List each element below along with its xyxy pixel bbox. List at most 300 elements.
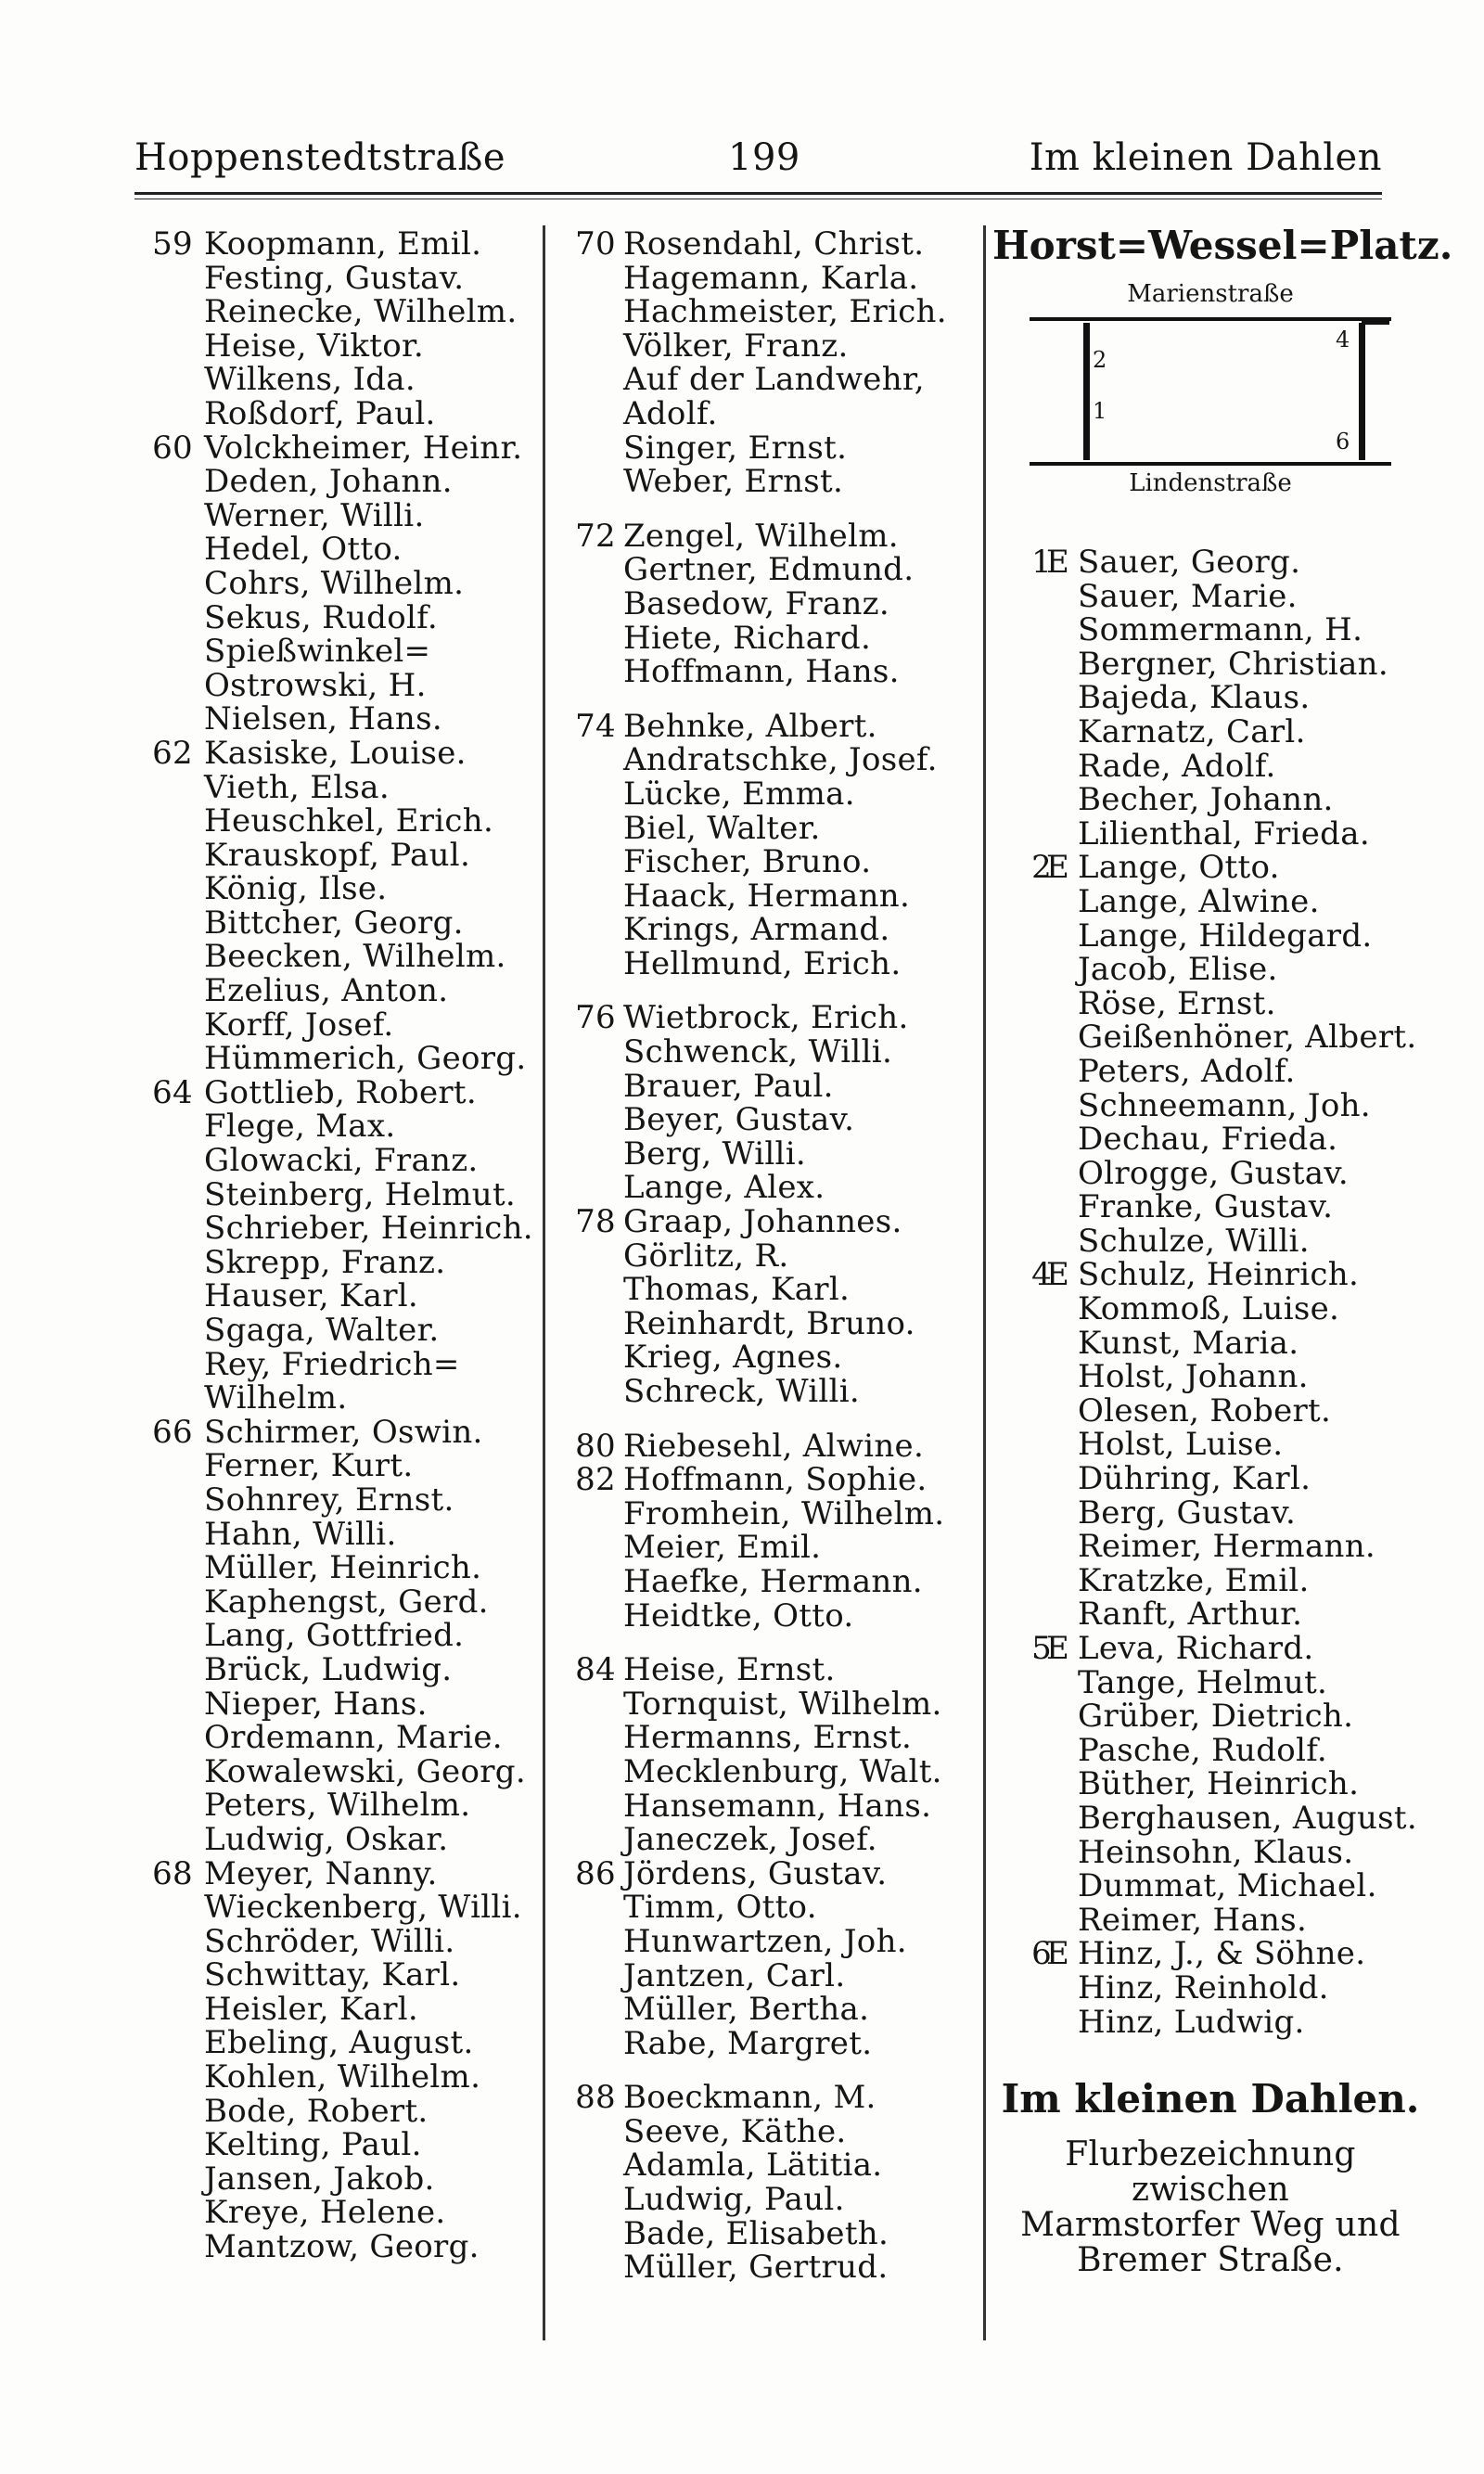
resident-name [204, 329, 424, 364]
resident-entry [204, 259, 538, 297]
resident-entry [1046, 747, 1428, 785]
resident-name-text: Bode, Robert. [204, 2092, 429, 2130]
resident-entry [623, 259, 980, 297]
resident-name-text: Karnatz, Carl. [1078, 712, 1306, 750]
resident-name [1046, 783, 1334, 817]
resident-name [1046, 1597, 1302, 1632]
resident-name-text: Heisler, Karl. [204, 1990, 419, 2028]
resident-entry [204, 2196, 538, 2230]
resident-name-text: Zengel, Wilhelm. [623, 517, 899, 555]
resident-name-text: Kowalewski, Georg. [204, 1752, 526, 1790]
resident-name-text: Schwittay, Karl. [204, 1956, 461, 1994]
house-entry [575, 1854, 980, 1892]
resident-name-text: Gottlieb, Robert. [204, 1073, 477, 1111]
resident-entry [1046, 882, 1428, 920]
resident-name [204, 1279, 418, 1314]
resident-entry [623, 1103, 980, 1137]
resident-entry [623, 363, 980, 397]
column-1 [152, 225, 538, 2266]
resident-name [1046, 1020, 1416, 1055]
resident-entry [204, 2026, 538, 2060]
resident-name [204, 1891, 522, 1925]
resident-name [204, 702, 442, 737]
resident-entry [204, 1515, 538, 1553]
resident-name [204, 635, 430, 669]
resident-name [204, 906, 464, 941]
resident-entry [204, 1990, 538, 2028]
house-entry [575, 1461, 980, 1499]
resident-name [204, 227, 481, 262]
street-label-lindenstrasse: Lindenstraße [1129, 469, 1292, 497]
resident-name [623, 584, 889, 622]
resident-entry [623, 2024, 980, 2062]
resident-name-text: Timm, Otto. [623, 1889, 817, 1927]
resident-name [1046, 1699, 1353, 1734]
resident-entry [1046, 577, 1428, 615]
resident-name [623, 1993, 869, 2027]
house-entry [1031, 1630, 1428, 1667]
plot-label: 4 [1336, 327, 1350, 353]
resident-entry [204, 1381, 538, 1416]
resident-name [623, 1562, 923, 1600]
house-entry [152, 734, 538, 772]
resident-name-text: Müller, Bertha. [623, 1991, 870, 2029]
resident-name [623, 2214, 889, 2252]
resident-entry [1046, 1767, 1428, 1801]
resident-entry [204, 872, 538, 906]
resident-name-text: Olesen, Robert. [1078, 1391, 1332, 1429]
resident-name [204, 1721, 503, 1755]
resident-name-text: Hinz, Reinhold. [1078, 1968, 1329, 2006]
resident-name-text: Hagemann, Karla. [623, 259, 919, 297]
resident-entry [623, 1789, 980, 1824]
resident-name [623, 1531, 821, 1565]
resident-entry [623, 1171, 980, 1205]
resident-name [204, 564, 465, 602]
resident-name [1046, 814, 1370, 852]
resident-name-text: Festing, Gustav. [204, 259, 465, 297]
resident-name [204, 1345, 460, 1383]
resident-name-text: Ferner, Kurt. [204, 1447, 414, 1485]
resident-entry [204, 1449, 538, 1483]
resident-name-text: Kaphengst, Gerd. [204, 1583, 489, 1621]
resident-name-text: Mecklenburg, Walt. [623, 1752, 942, 1790]
resident-name-text: Müller, Heinrich. [204, 1549, 482, 1587]
resident-entry [204, 635, 538, 669]
resident-entry [623, 1304, 980, 1342]
resident-name [623, 1823, 877, 1857]
sketch-bottom-line [1030, 462, 1391, 466]
resident-name [204, 1314, 439, 1348]
resident-entry [1046, 1597, 1428, 1632]
resident-entry [623, 1721, 980, 1755]
square-sketch [1030, 310, 1391, 468]
resident-name [204, 363, 416, 397]
house-number: 64 [152, 1073, 193, 1111]
resident-name [204, 1073, 477, 1111]
house-number: 80 [575, 1427, 616, 1465]
resident-name-text: Dechau, Frieda. [1078, 1121, 1338, 1159]
resident-entry [204, 1922, 538, 1960]
resident-name [204, 1687, 428, 1722]
description-line: Marmstorfer Weg und [1020, 2206, 1401, 2245]
resident-name-text: Tornquist, Wilhelm. [623, 1685, 942, 1723]
resident-entry [623, 655, 980, 689]
resident-entry [1046, 1154, 1428, 1192]
entry-gap [623, 981, 980, 1001]
resident-entry [623, 295, 980, 329]
resident-name-text: Kelting, Paul. [204, 2126, 422, 2164]
house-number: 1 [1031, 544, 1052, 581]
resident-name [204, 1650, 453, 1688]
resident-name [204, 1619, 464, 1653]
resident-name-text: Hinz, Ludwig. [1078, 2003, 1305, 2041]
house-entry [152, 429, 538, 467]
resident-name [204, 1175, 517, 1213]
resident-name [1046, 1462, 1311, 1496]
resident-name-text: Lange, Alex. [623, 1169, 825, 1207]
resident-name-text: Heinsohn, Klaus. [1078, 1833, 1354, 1871]
house-number: 60 [152, 429, 193, 467]
resident-name [204, 259, 465, 297]
resident-name [1046, 1530, 1375, 1564]
resident-name [204, 1109, 395, 1144]
resident-name-text: Holst, Johann. [1078, 1358, 1309, 1396]
resident-name [204, 2128, 422, 2162]
resident-name [1046, 613, 1362, 647]
resident-name [204, 295, 517, 329]
resident-name-text: Olrogge, Gustav. [1078, 1154, 1349, 1192]
resident-entry [623, 1273, 980, 1307]
resident-name [204, 2060, 480, 2095]
entry-gap [623, 1633, 980, 1653]
resident-entry [204, 1958, 538, 1993]
resident-name [623, 1494, 945, 1532]
resident-name [623, 1067, 834, 1105]
resident-name-text: Roßdorf, Paul. [204, 394, 436, 432]
house-number: 4 [1031, 1256, 1052, 1294]
resident-entry [204, 1109, 538, 1144]
resident-entry [204, 598, 538, 636]
resident-name-text: Kreye, Helene. [204, 2194, 446, 2232]
resident-entry [1046, 1086, 1428, 1124]
resident-entry [204, 1042, 538, 1076]
resident-entry [623, 1239, 980, 1274]
resident-entry [1046, 1428, 1428, 1462]
resident-entry [623, 1922, 980, 1960]
resident-name [204, 532, 403, 567]
resident-entry [623, 809, 980, 847]
resident-name-text: Schulze, Willi. [1078, 1222, 1310, 1260]
resident-name [623, 743, 938, 777]
resident-name-text: Hoffmann, Sophie. [623, 1461, 928, 1499]
resident-name [1046, 577, 1298, 615]
resident-name [623, 944, 902, 982]
resident-entry [1046, 783, 1428, 817]
resident-name-text: Bittcher, Georg. [204, 904, 464, 942]
house-number: 88 [575, 2079, 616, 2117]
resident-name [1046, 1052, 1296, 1090]
resident-name-text: Reimer, Hermann. [1078, 1528, 1376, 1566]
description-line: Flurbezeichnung zwischen [1065, 2135, 1356, 2210]
house-entry [575, 999, 980, 1037]
resident-name [623, 2024, 873, 2062]
resident-name [204, 1854, 438, 1892]
resident-entry [1046, 1020, 1428, 1055]
resident-name [204, 1381, 347, 1416]
house-entry [1031, 1256, 1428, 1294]
resident-name-text: Sgaga, Walter. [204, 1312, 440, 1349]
resident-name-text: Ordemann, Marie. [204, 1719, 503, 1757]
resident-name-text: Hoffmann, Hans. [623, 653, 900, 691]
resident-name-text: Krauskopf, Paul. [204, 836, 471, 874]
resident-name-text: Seeve, Käthe. [623, 2112, 847, 2150]
resident-entry [204, 1211, 538, 1246]
resident-name [204, 768, 390, 806]
resident-name [1046, 1224, 1310, 1259]
resident-entry [623, 1531, 980, 1565]
resident-name-text: Bajeda, Klaus. [1078, 679, 1311, 717]
resident-entry [623, 879, 980, 914]
resident-name-text: Hahn, Willi. [204, 1515, 397, 1553]
resident-name-text: Grüber, Dietrich. [1078, 1698, 1354, 1736]
resident-name [1046, 1632, 1314, 1666]
resident-entry [623, 1596, 980, 1634]
resident-name-text: Hümmerich, Georg. [204, 1040, 527, 1078]
resident-name [204, 836, 471, 874]
house-entry [575, 707, 980, 745]
resident-entry [623, 584, 980, 622]
description-line: Bremer Straße. [1077, 2241, 1344, 2280]
resident-name [623, 1239, 789, 1274]
resident-name-text: Haefke, Hermann. [623, 1562, 923, 1600]
resident-name [1046, 1258, 1359, 1292]
resident-name [623, 465, 843, 499]
resident-name [623, 1463, 928, 1497]
resident-name-text: Nielsen, Hans. [204, 700, 442, 738]
resident-name-text: Graap, Johannes. [623, 1203, 902, 1241]
resident-name-text: Dummat, Michael. [1078, 1867, 1377, 1905]
entry-gap [623, 2060, 980, 2081]
resident-name [204, 1413, 483, 1451]
resident-entry [204, 1243, 538, 1281]
house-number: 82 [575, 1461, 616, 1499]
resident-name [623, 227, 924, 262]
resident-name-text: Hiete, Richard. [623, 619, 872, 657]
resident-entry [204, 329, 538, 364]
resident-name-text: Lilienthal, Frieda. [1078, 814, 1370, 852]
resident-entry [1046, 1190, 1428, 1224]
resident-entry [623, 1956, 980, 1994]
resident-name [623, 1103, 854, 1137]
running-head-left: Hoppenstedtstraße [134, 136, 506, 179]
resident-name [204, 496, 425, 534]
resident-name-text: Bergner, Christian. [1078, 645, 1388, 683]
resident-name-text: Kunst, Maria. [1078, 1324, 1299, 1362]
resident-entry [204, 363, 538, 397]
resident-name [1046, 1086, 1371, 1124]
section-description [992, 2137, 1428, 2278]
resident-name [623, 1001, 909, 1035]
resident-name-text: Leva, Richard. [1078, 1630, 1314, 1667]
resident-entry [204, 906, 538, 941]
resident-name [1046, 919, 1373, 954]
resident-name-text: Schirmer, Oswin. [204, 1413, 483, 1451]
resident-name-text: Vieth, Elsa. [204, 768, 390, 806]
resident-name [623, 777, 855, 812]
resident-entry [204, 2092, 538, 2130]
resident-entry [204, 1483, 538, 1518]
resident-entry [1046, 1901, 1428, 1939]
resident-entry [1046, 1833, 1428, 1871]
resident-name-text: Röse, Ernst. [1078, 984, 1276, 1022]
resident-name-text: Kratzke, Emil. [1078, 1561, 1310, 1599]
resident-name-text: Steinberg, Helmut. [204, 1175, 517, 1213]
resident-name-text: Hansemann, Hans. [623, 1787, 932, 1825]
resident-name-text: Ostrowski, H. [204, 666, 427, 704]
resident-name [204, 1449, 413, 1483]
resident-entry [1046, 984, 1428, 1022]
resident-name-text: Rabe, Margret. [623, 2024, 873, 2062]
resident-name-text: Sekus, Rudolf. [204, 598, 438, 636]
resident-name-text: Beecken, Wilhelm. [204, 938, 506, 976]
resident-name-text: Boeckmann, M. [623, 2079, 876, 2117]
header-rule [134, 192, 1382, 195]
resident-name [623, 1752, 942, 1790]
resident-entry [204, 532, 538, 567]
resident-name [623, 1171, 825, 1205]
resident-entry [204, 768, 538, 806]
column-3 [992, 223, 1453, 2280]
resident-name-text: Berg, Willi. [623, 1134, 806, 1173]
page-number: 199 [728, 136, 800, 179]
resident-name [204, 1211, 533, 1246]
resident-name-text: Müller, Gertrud. [623, 2249, 889, 2287]
entry-gap [623, 499, 980, 519]
resident-name [204, 974, 448, 1008]
resident-name [204, 734, 467, 772]
resident-name-text: Schulz, Heinrich. [1078, 1256, 1360, 1294]
resident-name-text: Hauser, Karl. [204, 1277, 419, 1315]
house-entry [152, 1073, 538, 1111]
resident-name-text: Jantzen, Carl. [623, 1956, 846, 1994]
resident-entry [1046, 1324, 1428, 1362]
resident-entry [204, 1721, 538, 1755]
resident-name-text: Skrepp, Franz. [204, 1243, 446, 1281]
resident-entry [204, 1144, 538, 1178]
resident-name-text: Adolf. [623, 394, 718, 432]
resident-name [623, 1429, 924, 1464]
resident-entry [623, 553, 980, 587]
resident-name-text: Pasche, Rudolf. [1078, 1731, 1328, 1769]
resident-name-text: Reimer, Hans. [1078, 1901, 1308, 1939]
page-header [134, 130, 1382, 186]
resident-name-text: Krings, Armand. [623, 911, 890, 949]
resident-name-text: Meyer, Nanny. [204, 1854, 438, 1892]
house-number: 70 [575, 225, 616, 263]
plot-label: 6 [1336, 429, 1350, 455]
resident-name-text: Krieg, Agnes. [623, 1339, 843, 1377]
resident-name-text: Rey, Friedrich= [204, 1345, 460, 1383]
resident-name [623, 1721, 912, 1755]
owner-mark: E [1046, 544, 1070, 581]
resident-name [204, 2092, 429, 2130]
resident-name-text: Fromhein, Wilhelm. [623, 1494, 945, 1532]
resident-entry [1046, 814, 1428, 852]
resident-entry [204, 295, 538, 329]
house-number: 86 [575, 1854, 616, 1892]
resident-entry [204, 1820, 538, 1858]
resident-name-text: Ebeling, August. [204, 2024, 474, 2062]
resident-name-text: Glowacki, Franz. [204, 1142, 479, 1180]
resident-entry [1046, 1360, 1428, 1394]
resident-name-text: Nieper, Hans. [204, 1685, 428, 1723]
house-number: 78 [575, 1203, 616, 1241]
resident-entry [1046, 953, 1428, 987]
resident-name-text: Adamla, Lätitia. [623, 2147, 883, 2185]
resident-entry [1046, 1224, 1428, 1259]
resident-name-text: Spießwinkel= [204, 633, 431, 671]
resident-name [204, 2230, 480, 2264]
resident-name [204, 1483, 454, 1518]
resident-entry [204, 465, 538, 499]
resident-name [1046, 712, 1306, 750]
resident-name [623, 809, 821, 847]
sketch-right-tick [1362, 321, 1389, 325]
resident-name [623, 1653, 836, 1687]
resident-entry [204, 1279, 538, 1314]
resident-entry [623, 2250, 980, 2285]
resident-name-text: Rosendahl, Christ. [623, 225, 925, 263]
resident-entry [1046, 1052, 1428, 1090]
resident-entry [623, 1134, 980, 1173]
resident-entry [623, 1340, 980, 1375]
resident-name-text: Holst, Luise. [1078, 1426, 1284, 1464]
resident-name [1046, 1968, 1329, 2006]
resident-name [204, 598, 438, 636]
resident-entry [204, 1650, 538, 1688]
resident-name [623, 553, 914, 587]
resident-name [1046, 1292, 1339, 1327]
resident-name [1046, 1428, 1283, 1462]
resident-name-text: Jansen, Jakob. [204, 2160, 435, 2198]
resident-name [1046, 1190, 1333, 1224]
resident-name [204, 872, 387, 906]
resident-name [1046, 1561, 1310, 1599]
resident-name [1046, 1767, 1359, 1801]
owner-mark: E [1046, 1256, 1070, 1294]
sketch-right-bar [1359, 323, 1365, 460]
resident-name [1046, 1937, 1365, 1971]
resident-name [204, 1144, 479, 1178]
resident-name [204, 1243, 446, 1281]
resident-name-text: Koopmann, Emil. [204, 225, 482, 263]
resident-name-text: Lücke, Emma. [623, 775, 855, 813]
resident-entry [204, 974, 538, 1008]
resident-name-text: Heise, Viktor. [204, 327, 424, 365]
resident-name [1046, 1869, 1377, 1904]
resident-name-text: Wilhelm. [204, 1379, 348, 1417]
resident-name [623, 913, 890, 947]
resident-name-text: Hedel, Otto. [204, 531, 403, 569]
resident-name-text: Fischer, Bruno. [623, 843, 872, 881]
resident-name [204, 394, 436, 432]
resident-name-text: Schwenck, Willi. [623, 1033, 893, 1071]
resident-name-text: Flege, Max. [204, 1108, 396, 1146]
resident-name-text: Schrieber, Heinrich. [204, 1210, 533, 1248]
resident-entry [623, 913, 980, 947]
resident-name [1046, 747, 1276, 785]
